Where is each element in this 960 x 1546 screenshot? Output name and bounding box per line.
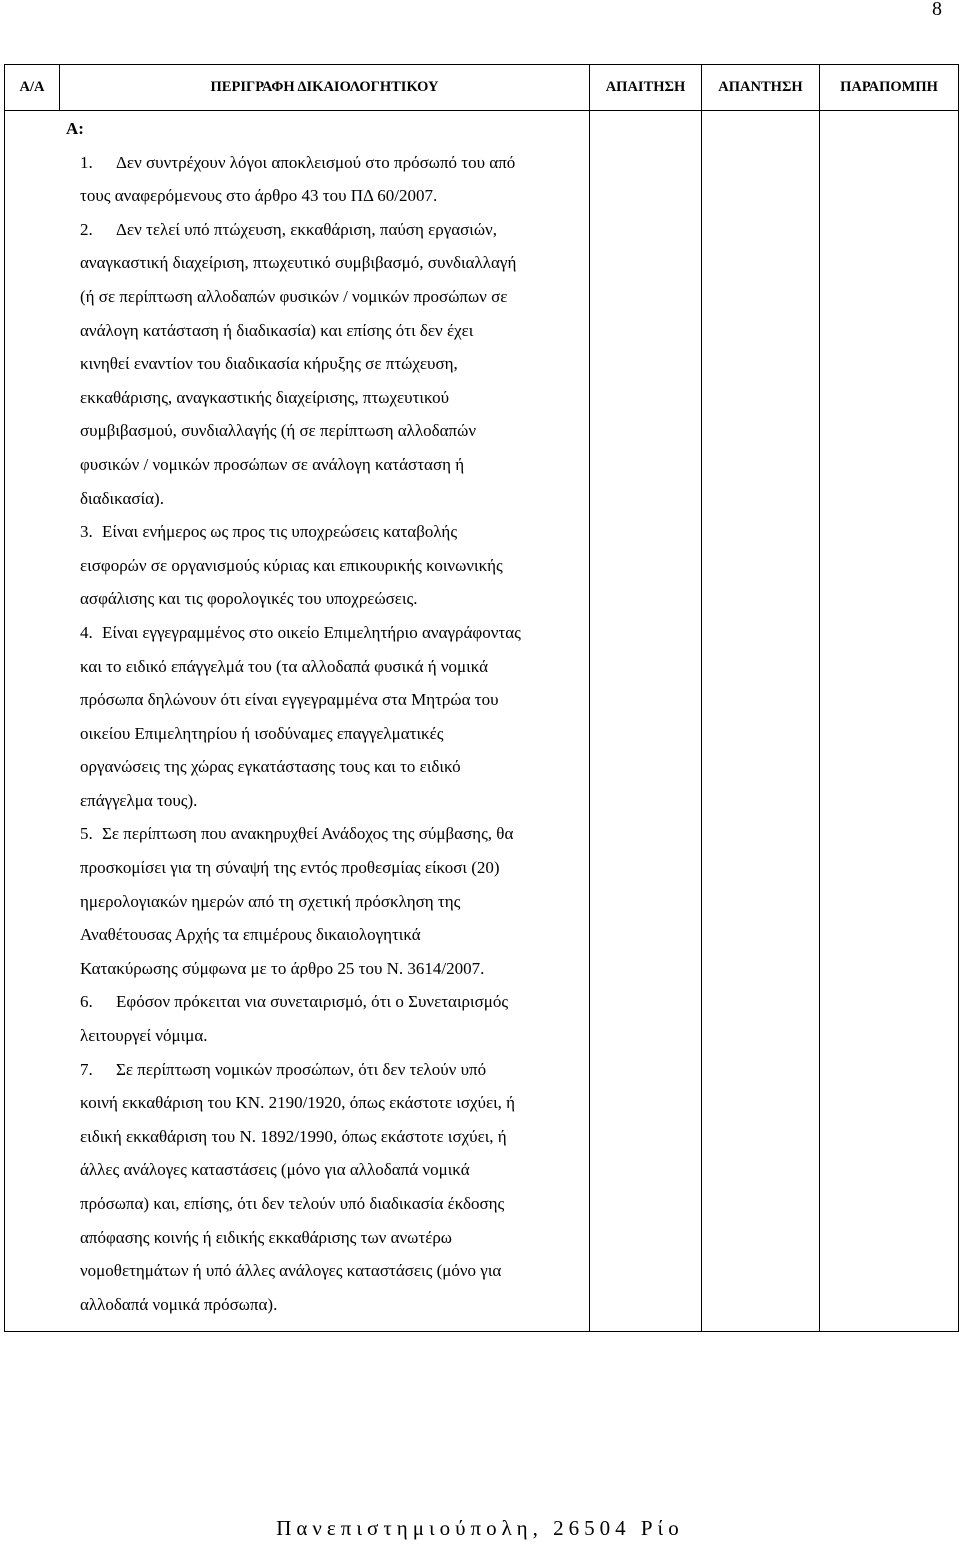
description-content [5, 111, 589, 1321]
list-item [8, 146, 589, 180]
item-text: ημερολογιακών ημερών από τη σχετική πρόσκληση της [80, 891, 461, 911]
item-text: εισφορών σε οργανισμούς κύριας και επικουρικής κοινωνικής [80, 555, 503, 575]
item-text: οικείου Επιμελητηρίου ή ισοδύναμες επαγγελματικές [80, 723, 444, 743]
list-item-line [8, 314, 589, 348]
list-item-line [8, 280, 589, 314]
list-item-line [8, 717, 589, 751]
list-item-line [8, 1153, 589, 1187]
header-reference: ΠΑΡΑΠΟΜΠΗ [820, 65, 959, 111]
header-answer: ΑΠΑΝΤΗΣΗ [702, 65, 820, 111]
item-text: άλλες ανάλογες καταστάσεις (μόνο για αλλοδαπά νομικά [80, 1160, 470, 1180]
list-item-line [8, 448, 589, 482]
item-text: Δεν τελεί υπό πτώχευση, εκκαθάριση, παύση εργασιών, [116, 219, 497, 239]
list-item [8, 515, 589, 549]
list-item-line [8, 347, 589, 381]
item-text: κοινή εκκαθάριση του ΚΝ. 2190/1920, όπως εκάστοτε ισχύει, ή [80, 1093, 516, 1113]
list-item [8, 213, 589, 247]
item-text: Είναι ενήμερος ως προς τις υποχρεώσεις καταβολής [102, 522, 458, 542]
list-item-line [8, 650, 589, 684]
item-text: πρόσωπα) και, επίσης, ότι δεν τελούν υπό διαδικασία έκδοσης [80, 1194, 505, 1213]
requirements-table [4, 64, 959, 1332]
requirement-cell [590, 111, 702, 1332]
item-text: φυσικών / νομικών προσώπων σε ανάλογη κατάσταση ή [80, 454, 465, 474]
item-text: πρόσωπα δηλώνουν ότι είναι εγγεγραμμένα στα Μητρώα του [80, 690, 499, 710]
header-aa: Α/Α [5, 65, 60, 111]
list-item-line [8, 885, 589, 919]
item-text: διαδικασία). [80, 488, 164, 508]
description-cell [5, 111, 590, 1332]
list-item-line [8, 952, 589, 986]
table-row [5, 111, 959, 1332]
list-item [8, 985, 589, 1019]
list-item [8, 1053, 589, 1087]
item-number: 4. [80, 622, 93, 642]
section-title: Α: [66, 119, 84, 138]
item-text: αναγκαστική διαχείριση, πτωχευτικό συμβιβασμό, συνδιαλλαγή [80, 253, 517, 273]
item-number: 6. [80, 992, 93, 1012]
header-row [5, 65, 959, 111]
header-requirement: ΑΠΑΙΤΗΣΗ [590, 65, 702, 111]
item-text: ειδική εκκαθάριση του Ν. 1892/1990, όπως εκάστοτε ισχύει, ή [80, 1126, 507, 1146]
item-text: Δεν συντρέχουν λόγοι αποκλεισμού στο πρόσωπό του από [116, 152, 516, 172]
item-text: οργανώσεις της χώρας εγκατάστασης τους και το ειδικό [80, 757, 461, 777]
list-item-line [8, 851, 589, 885]
list-item-line [8, 1288, 589, 1322]
item-text: και το ειδικό επάγγελμά του (τα αλλοδαπά φυσικά ή νομικά [80, 656, 489, 676]
list-item-line [8, 414, 589, 448]
item-number: 2. [80, 219, 93, 239]
list-item-line [8, 549, 589, 583]
item-text: (ή σε περίπτωση αλλοδαπών φυσικών / νομικών προσώπων σε [80, 286, 508, 306]
item-text: τους αναφερόμενους στο άρθρο 43 του ΠΔ 60/2007. [80, 186, 438, 206]
item-text: Αναθέτουσας Αρχής τα επιμέρους δικαιολογητικά [80, 925, 421, 945]
list-item-line [8, 784, 589, 818]
list-item [8, 616, 589, 650]
answer-cell [702, 111, 820, 1332]
item-number: 7. [80, 1059, 93, 1079]
list-item-line [8, 179, 589, 213]
list-item-line [8, 750, 589, 784]
list-item-line [8, 1086, 589, 1120]
page-number: 8 [932, 0, 942, 20]
list-item-line [8, 381, 589, 415]
item-text: αλλοδαπά νομικά πρόσωπα). [80, 1294, 278, 1314]
item-text: Εφόσον πρόκειται νια συνεταιρισμό, ότι ο Συνεταιρισμός [116, 992, 509, 1012]
item-text: νομοθετημάτων ή υπό άλλες ανάλογες καταστάσεις (μόνο για [80, 1261, 502, 1281]
list-item-line [8, 582, 589, 616]
item-text: Σε περίπτωση νομικών προσώπων, ότι δεν τελούν υπό [116, 1059, 487, 1079]
item-text: κινηθεί εναντίον του διαδικασία κήρυξης σε πτώχευση, [80, 354, 458, 374]
item-text: Είναι εγγεγραμμένος στο οικείο Επιμελητήριο αναγράφοντας [102, 622, 521, 642]
item-text: εκκαθάρισης, αναγκαστικής διαχείρισης, πτωχευτικού [80, 387, 450, 407]
item-text: ασφάλισης και τις φορολογικές του υποχρεώσεις. [80, 589, 418, 609]
footer-address: Πανεπιστημιούπολη, 26504 Ρίο [276, 1516, 684, 1540]
item-text: Κατακύρωσης σύμφωνα με το άρθρο 25 του Ν. 3614/2007. [80, 958, 485, 978]
reference-cell [820, 111, 959, 1332]
list-item-line [8, 1254, 589, 1288]
item-text: επάγγελμα τους). [80, 790, 198, 810]
list-item-line [8, 1221, 589, 1255]
header-description: ΠΕΡΙΓΡΑΦΗ ΔΙΚΑΙΟΛΟΓΗΤΙΚΟΥ [60, 65, 590, 111]
item-number: 1. [80, 152, 93, 172]
item-text: απόφασης κοινής ή ειδικής εκκαθάρισης των ανωτέρω [80, 1227, 452, 1247]
item-text: προσκομίσει για τη σύναψή της εντός προθεσμίας είκοσι (20) [80, 858, 500, 878]
list-item-line [8, 482, 589, 516]
item-text: συμβιβασμού, συνδιαλλαγής (ή σε περίπτωση αλλοδαπών [80, 421, 477, 441]
item-number: 3. [80, 522, 93, 542]
list-item-line [8, 246, 589, 280]
list-item-line [8, 1120, 589, 1154]
item-text: Σε περίπτωση που ανακηρυχθεί Ανάδοχος της σύμβασης, θα [102, 824, 514, 844]
list-item [8, 817, 589, 851]
item-text: ανάλογη κατάσταση ή διαδικασία) και επίσης ότι δεν έχει [80, 320, 474, 340]
list-item-line [8, 683, 589, 717]
list-item-line [8, 1019, 589, 1053]
list-item-line [8, 1187, 589, 1221]
list-item-line [8, 918, 589, 952]
item-text: λειτουργεί νόμιμα. [80, 1026, 208, 1046]
item-number: 5. [80, 824, 93, 844]
